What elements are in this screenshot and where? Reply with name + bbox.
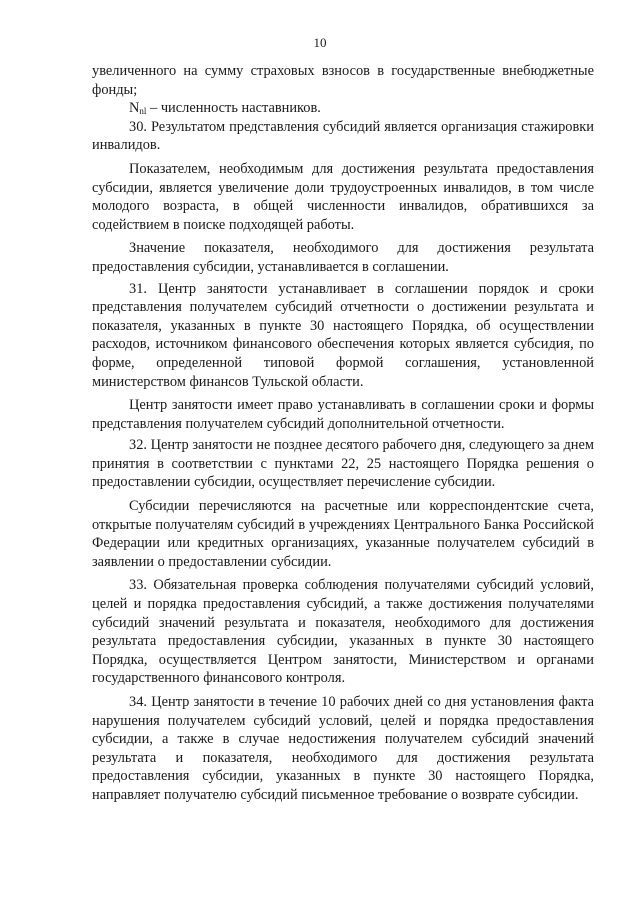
symbol-subscript: nl: [139, 106, 147, 117]
definition-text: – численность наставников.: [146, 100, 321, 117]
page-number: 10: [313, 35, 327, 50]
symbol-n: N: [129, 100, 140, 117]
paragraph-accounts: Субсидии перечисляются на расчетные или корреспондентские счета, открытые получателям субсидий в учреждениях Центрального Банка Российской Федерации или кредитных организациях, указанные получателем субсидий в заявлении о предоставлении субсидии.: [92, 498, 594, 570]
paragraph-31: 31. Центр занятости устанавливает в соглашении порядок и сроки представления получателем субсидий отчетности о достижении результата и показателя, указанных в пункте 30 настоящего Порядка, об осуществлении расходов, источником финансового обеспечения которых является субсидия, по форме, определенной типовой формой соглашения, установленной министерством финансов Тульской области.: [92, 280, 594, 390]
paragraph-definition-nnl: [92, 99, 594, 118]
paragraph-additional-reporting: Центр занятости имеет право устанавливать в соглашении сроки и формы представления получателем субсидий дополнительной отчетности.: [92, 397, 594, 432]
paragraph-32: 32. Центр занятости не позднее десятого рабочего дня, следующего за днем принятия в соответствии с пунктами 22, 25 настоящего Порядка решения о предоставлении субсидии, осуществляет перечисление субсидии.: [92, 437, 595, 491]
paragraph-continuation: увеличенного на сумму страховых взносов в государственные внебюджетные фонды;: [92, 63, 594, 98]
paragraph-33: 33. Обязательная проверка соблюдения получателями субсидий условий, целей и порядка предоставления субсидий, а также достижения получателями субсидий значений результата и показателя, необходимого для достижения результата предоставления субсидии, указанных в пункте 30 настоящего Порядка, осуществляется Центром занятости, Министерством и органами государственного финансового контроля.: [92, 577, 594, 687]
paragraph-34: 34. Центр занятости в течение 10 рабочих дней со дня установления факта нарушения получателем субсидий условий, целей и порядка предоставления субсидии, а также в случае недостижения получателем субсидий значений результата и показателя, необходимого для достижения результата предоставления субсидии, указанных в пункте 30 настоящего Порядка, направляет получателю субсидий письменное требование о возврате субсидии.: [92, 694, 594, 803]
document-body: [92, 62, 594, 805]
paragraph-indicator: Показателем, необходимым для достижения результата предоставления субсидии, является увеличение доли трудоустроенных инвалидов, в том числе молодого возраста, в общей численности инвалидов, обратившихся за содействием в поиске подходящей работы.: [92, 160, 594, 233]
paragraph-indicator-value: Значение показателя, необходимого для достижения результата предоставления субсидии, устанавливается в соглашении.: [92, 240, 594, 275]
paragraph-30: 30. Результатом представления субсидий является организация стажировки инвалидов.: [92, 118, 594, 154]
